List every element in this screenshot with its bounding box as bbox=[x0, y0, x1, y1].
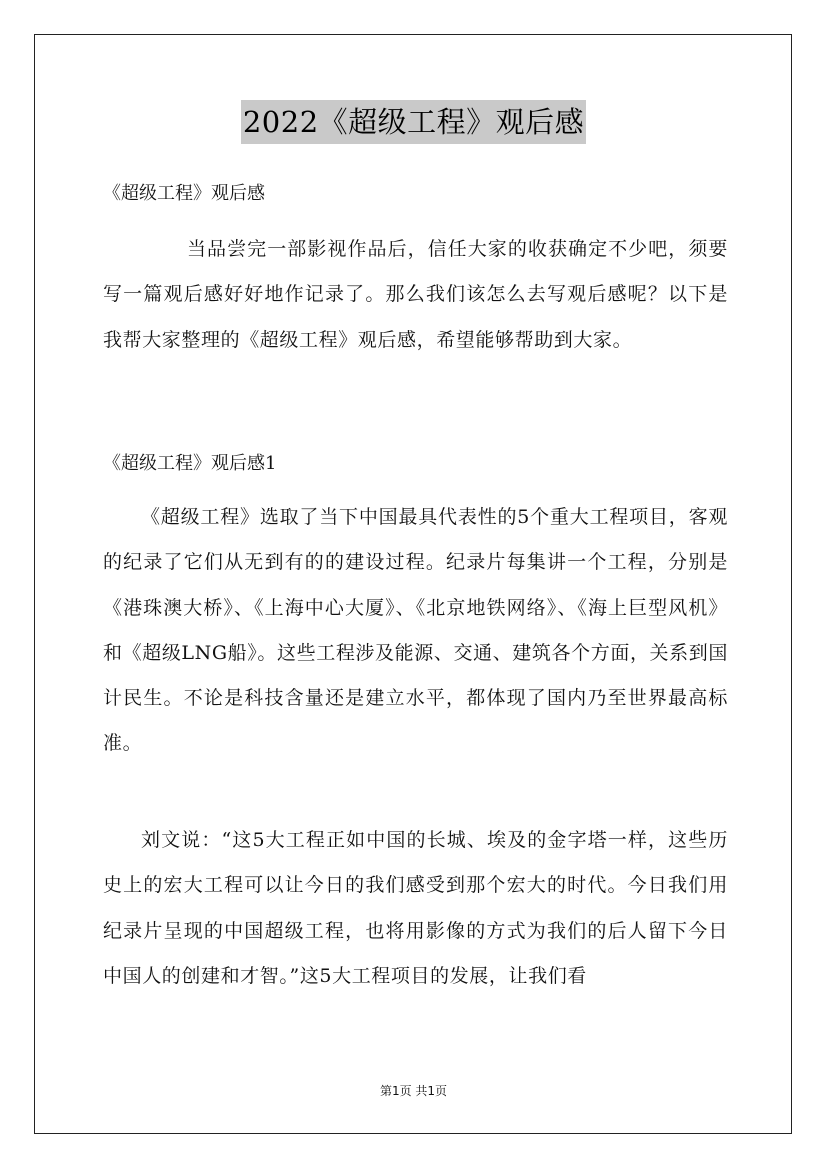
section-heading: 《超级工程》观后感1 bbox=[103, 453, 277, 474]
document-title: 2022《超级工程》观后感 bbox=[241, 100, 586, 144]
document-subtitle: 《超级工程》观后感 bbox=[103, 183, 265, 204]
intro-paragraph: 当品尝完一部影视作品后，信任大家的收获确定不少吧，须要写一篇观后感好好地作记录了。那么我们该怎么去写观后感呢？以下是我帮大家整理的《超级工程》观后感，希望能够帮助到大家。 bbox=[103, 238, 728, 351]
title-container bbox=[0, 100, 827, 144]
page-number-footer: 第1页 共1页 bbox=[379, 1084, 448, 1098]
body-paragraph-1: 《超级工程》选取了当下中国最具代表性的5个重大工程项目，客观的纪录了它们从无到有的的建设过程。纪录片每集讲一个工程，分别是《港珠澳大桥》、《上海中心大厦》、《北京地铁网络》、《海上巨型风机》和《超级LNG船》。这些工程涉及能源、交通、建筑各个方面，关系到国计民生。不论是科技含量还是建立水平，都体现了国内乃至世界最高标准。 bbox=[103, 506, 728, 755]
body-paragraph-2: 刘文说：“这5大工程正如中国的长城、埃及的金字塔一样，这些历史上的宏大工程可以让今日的我们感受到那个宏大的时代。今日我们用纪录片呈现的中国超级工程，也将用影像的方式为我们的后人留下今日中国人的创建和才智。”这5大工程项目的发展，让我们看 bbox=[103, 829, 728, 987]
